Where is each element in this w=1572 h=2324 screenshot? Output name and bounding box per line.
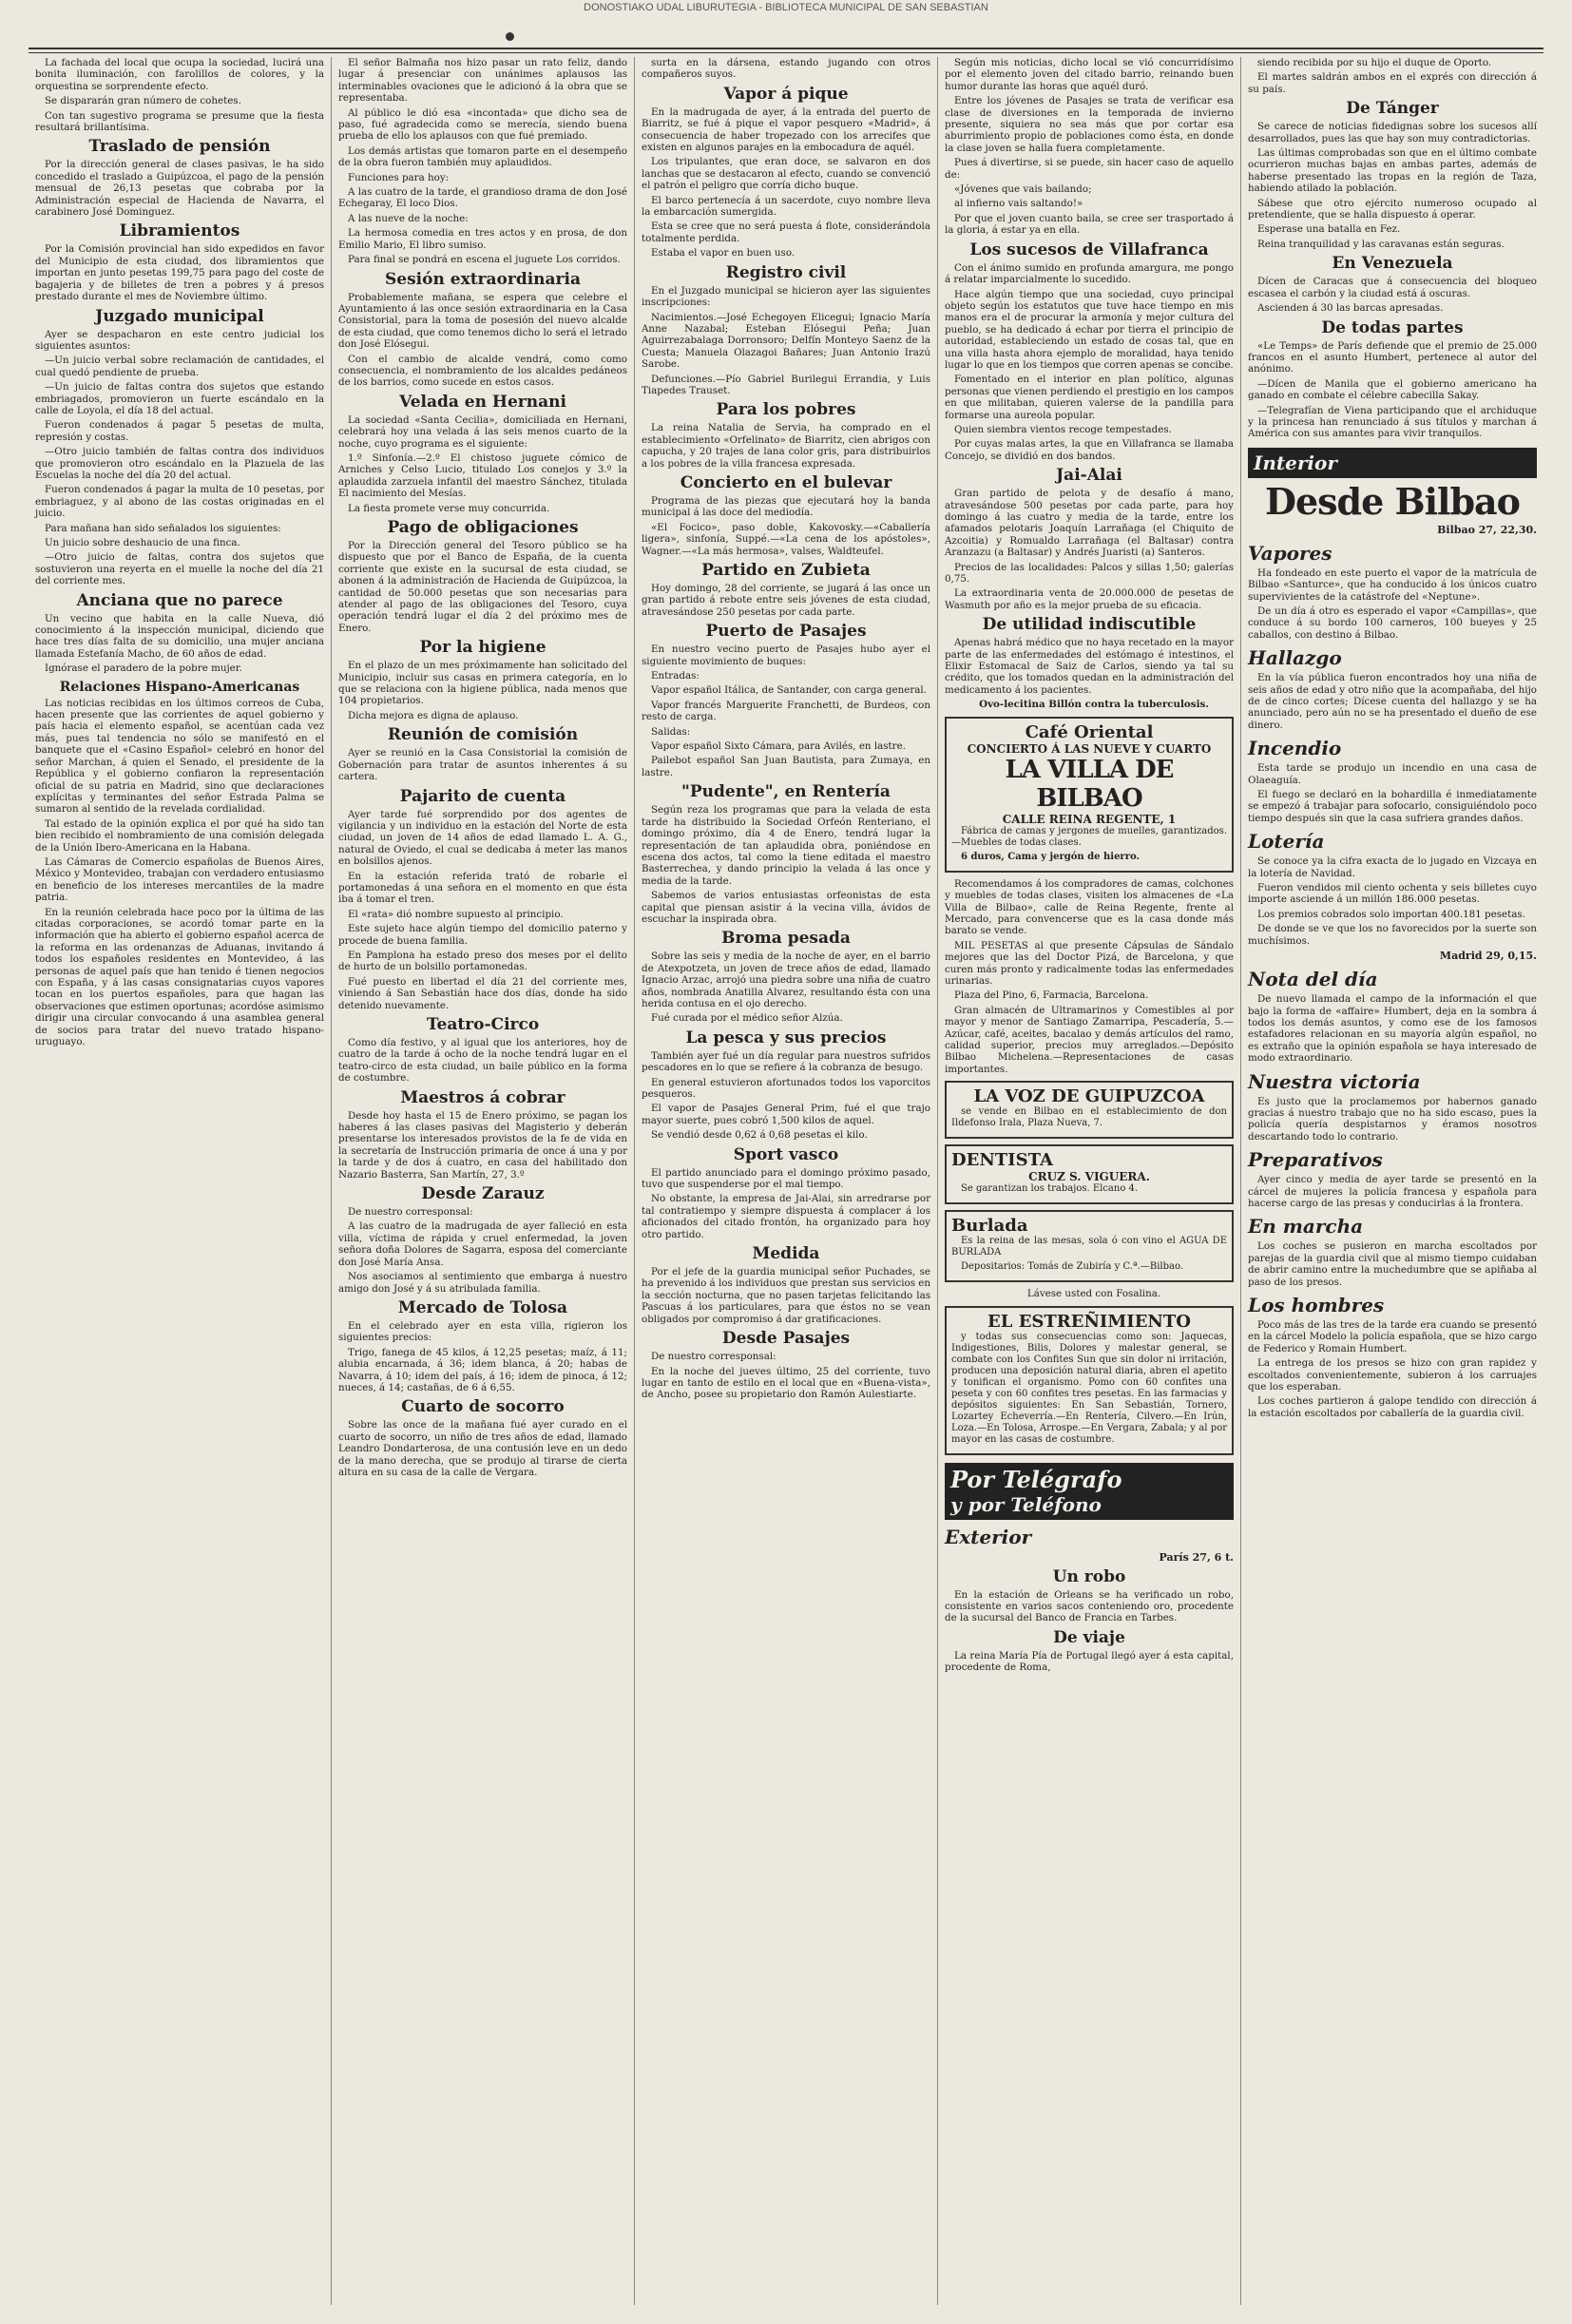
column-4: [938, 57, 1241, 2305]
telegraph-band-line2: y por Teléfono: [950, 1492, 1102, 1516]
paragraph: 1.º Sinfonía.—2.º El chistoso juguete cómico de Arniches y Celso Lucio, titulado Los conejos y 3.º la aplaudida zarzuela infantil del maestro Sánchez, titulada El nacimiento del Mesías.: [338, 451, 627, 500]
heading-traslado: Traslado de pensión: [88, 137, 271, 157]
paragraph: Vapor español Sixto Cámara, para Avilés, en lastre.: [651, 740, 906, 753]
desde-bilbao-title: Desde Bilbao: [1264, 479, 1521, 523]
heading-jai-alai: Jai-Alai: [1056, 466, 1122, 486]
ad-burlada-text: Es la reina de las mesas, sola ó con vino el AGUA DE BURLADA: [951, 1236, 1227, 1258]
paragraph: La entrega de los presos se hizo con gran rapidez y escoltados convenientemente, subieron á los carruajes que los esperaban.: [1248, 1357, 1537, 1393]
paragraph: Por el jefe de la guardia municipal señor Puchades, se ha prevenido á los individuos que prestan sus servicios en la sección nocturna, que no pasen tarjetas felicitando las Pascuas á los particulares, para que éstos no se vean obligados por compromiso á dar gratificaciones.: [642, 1266, 930, 1325]
article-traslado: [35, 159, 324, 218]
ad-estrenimiento: [945, 1306, 1234, 1455]
paragraph: La reina Natalia de Servia, ha comprado en el establecimiento «Orfelinato» de Biarritz, cien abrigos con capucha, y 20 trajes de lana color gris, para distribuirlos a los pobres de la villa francesa expresada.: [642, 422, 930, 470]
heading-vapores: Vapores: [1248, 541, 1332, 565]
paragraph: Es justo que la proclamemos por habernos ganado gracias á nuestro trabajo que no ha sido escaso, pues la policía quería despistarnos y éramos nosotros descartando todo lo contrario.: [1248, 1095, 1537, 1143]
paragraph: Un vecino que habita en la calle Nueva, dió conocimiento á la inspección municipal, diciendo que hace tres días falta de su domicilio, una mujer anciana llamada Estefanía Macho, de 60 años de edad.: [35, 612, 324, 660]
heading-sesion: Sesión extraordinaria: [385, 269, 581, 289]
article-todas-partes: [1248, 340, 1537, 440]
heading-hombres: Los hombres: [1248, 1294, 1385, 1316]
paragraph: Gran almacén de Ultramarinos y Comestibles al por mayor y menor de Santiago Zamarripa, Pescadería, 5.—Azúcar, café, aceites, bacalao y demás artículos del ramo, calidad superior, precios muy arreglados.—Depósito Bilbao Michelena.—Representaciones de casas importantes.: [945, 1004, 1234, 1075]
heading-velada: Velada en Hernani: [399, 392, 566, 412]
ad-dentista-name: CRUZ S. VIGUERA.: [1028, 1170, 1150, 1184]
column-2: [332, 57, 635, 2305]
telegraph-band-line1: Por Telégrafo: [950, 1465, 1122, 1493]
paragraph: Se conoce ya la cifra exacta de lo jugado en Vizcaya en la lotería de Navidad.: [1248, 855, 1537, 879]
paragraph: Fueron condenados á pagar la multa de 10 pesetas, por embriaguez, y al abono de las costas originadas en el juicio.: [35, 484, 324, 520]
paragraph: En la vía pública fueron encontrados hoy una niña de seis años de edad y otro niño que la acompañaba, del hijo de de cinco cortes; Dícese cuenta del hallazgo y se ha anunciado, pero aún no se ha presentado el dueño de ese dinero.: [1248, 672, 1537, 731]
paragraph: Gran partido de pelota y de desafío á mano, atravesándose 500 pesetas por cada parte, para hoy domingo á las cuatro y media de la tarde, entre los afamados pelotaris Joaquín Larrañaga (el Chiquito de Azcoitia) y Romualdo Larrañaga (el Baltasar) contra Aranzazu (a Baltasar) y Andrés Juaristi (a) Santeros.: [945, 488, 1234, 559]
heading-sport: Sport vasco: [733, 1144, 839, 1164]
article-en-marcha: [1248, 1240, 1537, 1288]
heading-pesca: La pesca y sus precios: [685, 1028, 887, 1047]
paragraph: Por la dirección general de clases pasivas, le ha sido concedido el traslado a Guipúzcoa, el pago de la pensión mensual de 26,13 pesetas que cobraba por la Administración especial de Hacienda de Navarra, el carabinero José Dominguez.: [35, 159, 324, 219]
heading-relaciones: Relaciones Hispano-Americanas: [59, 679, 300, 695]
paragraph: El vapor de Pasajes General Prim, fué el que trajo mayor suerte, pues cobró 1,500 kilos de aquel.: [642, 1103, 930, 1126]
paragraph: —Dícen de Manila que el gobierno americano ha ganado en combate el célebre cabecilla Sakay.: [1248, 377, 1537, 402]
ad-dentista-text: Se garantizan los trabajos. Elcano 4.: [961, 1183, 1139, 1195]
paragraph: De nuestro corresponsal:: [348, 1206, 473, 1219]
col3-intro: [642, 57, 930, 81]
ad-estrenimiento-title: EL ESTREÑIMIENTO: [987, 1311, 1191, 1332]
paragraph: Con el ánimo sumido en profunda amargura, me pongo á relatar imparcialmente lo sucedido.: [945, 261, 1234, 286]
paragraph: Como día festivo, y al igual que los anteriores, hoy de cuatro de la tarde á ocho de la noche tendrá lugar en el teatro-circo de esta ciudad, un baile público en la forma de costumbre.: [338, 1037, 627, 1085]
paragraph: Ayer se reunió en la Casa Consistorial la comisión de Gobernación para tratar de asuntos inherentes á su cartera.: [338, 747, 627, 783]
paragraph: Al público le dió esa «incontada» que dicho sea de paso, fué agradecida como se merecía, siendo buena prueba de ello los aplausos con que fué premiado.: [338, 106, 627, 143]
paragraph: La fachada del local que ocupa la sociedad, lucirá una bonita iluminación, con farolillos de colores, y la orquestina se sorprendente efecto.: [35, 57, 324, 92]
heading-todas-partes: De todas partes: [1321, 317, 1464, 337]
heading-tolosa: Mercado de Tolosa: [397, 1297, 568, 1317]
paragraph: Sobre las once de la mañana fué ayer curado en el cuarto de socorro, un niño de tres años de edad, llamado Leandro Dondarterosa, de una contusión leve en un dedo de la mano derecha, que se produjo al tirarse de cierta altura en su casa de la calle de Vergara.: [338, 1419, 627, 1478]
paragraph: De donde se ve que los no favorecidos por la suerte son muchísimos.: [1248, 923, 1537, 947]
heading-exterior: Exterior: [945, 1525, 1032, 1548]
col2-intro: [338, 57, 627, 266]
header-rule: [29, 48, 1543, 53]
heading-concierto: Concierto en el bulevar: [680, 472, 892, 492]
article-teatro-circo: [338, 1037, 627, 1085]
article-registro: [642, 285, 930, 397]
paragraph: Fueron condenados á pagar 5 pesetas de multa, represión y costas.: [35, 419, 324, 443]
interior-band-title: Interior: [1254, 451, 1337, 474]
article-hombres: [1248, 1319, 1537, 1419]
paragraph: De nuevo llamada el campo de la información el que bajo la forma de «affaire» Humbert, deja en la sombra á todos los demás asuntos, y como ese de los famosos estafadores relacionan en su mayoría algún español, no es extraño que la opinión española se haya interesado de modo extraordinario.: [1248, 993, 1537, 1065]
paragraph: En el Juzgado municipal se hicieron ayer las siguientes inscripciones:: [642, 284, 930, 309]
paragraph: Este sujeto hace algún tiempo del domicilio paterno y procede de buena familia.: [338, 923, 627, 947]
paragraph: La fiesta promete verse muy concurrida.: [348, 502, 550, 514]
ad-burlada-depot: Depositarios: Tomás de Zubiría y C.ª.—Bilbao.: [961, 1261, 1183, 1273]
heading-pasajes: Puerto de Pasajes: [705, 622, 867, 642]
paragraph: Ayer tarde fué sorprendido por dos agentes de vigilancia y un individuo en la estación del Norte de esta ciudad, un joven de 14 años de edad llamado L. A. G., natural de Oviedo, el cual se dedicaba á meter las manos en bolsillos ajenos.: [338, 808, 627, 868]
paragraph: Para final se pondrá en escena el juguete Los corridos.: [348, 254, 621, 266]
paragraph: Tal estado de la opinión explica el por qué ha sido tan bien recibido el nombramiento de una comisión delegada de la Unión Ibero-Americana en la Habana.: [35, 817, 324, 854]
article-anciana: [35, 613, 324, 675]
paragraph: Sobre las seis y media de la noche de ayer, en el barrio de Atexpotzeta, un joven de trece años de edad, llamado Ignacio Arzac, arrojó una piedra sobre una niña de cuatro años, nombrada Anatilla Alvarez, resultando ésta con una herida contusa en el ojo derecho.: [642, 951, 930, 1009]
paragraph: Las Cámaras de Comercio españolas de Buenos Aires, México y Montevideo, trabajan con verdadero entusiasmo en beneficio de los intereses mercantiles de la madre patria.: [35, 855, 324, 904]
paragraph: Pailebot español San Juan Bautista, para Zumaya, en lastre.: [642, 755, 930, 778]
column-5: [1241, 57, 1543, 2305]
madrid-dateline: Madrid 29, 0,15.: [1439, 950, 1537, 963]
article-sesion: [338, 292, 627, 389]
paragraph: Hace algún tiempo que una sociedad, cuyo principal objeto según los estatutos que tuve hace tiempo en mis manos era el de procurar la armonía y mejor cultura del pueblo, se ha dedicado á echar por tierra el principio de autoridad, estableciendo un estado de cosas tal, que en una villa hasta ahora ejemplo de moralidad, haya tenido lugar lo que en los tiempos que corren apenas se concibe.: [945, 288, 1234, 371]
archive-header: DONOSTIAKO UDAL LIBURUTEGIA - BIBLIOTECA MUNICIPAL DE SAN SEBASTIAN: [584, 2, 988, 13]
paragraph: Las noticias recibidas en los últimos correos de Cuba, hacen presente que las corrientes de aquel gobierno y país hacia el elemento español, se acentúan cada vez más, pues tal tendencia no sólo se manifestó en el banquete que el «Casino Español» celebró en honor del señor Marchan, á quien el Senado, el presidente de la República y el gobierno confiaron la representación oficial de su patria en Madrid, sino que declaraciones explícitas y terminantes del señor Estrada Palma se sumaron al sentido de la revelada cordialidad.: [35, 697, 324, 816]
article-utilidad: [945, 637, 1234, 696]
heading-pajarito: Pajarito de cuenta: [399, 786, 566, 806]
paragraph: Los coches se pusieron en marcha escoltados por parejas de la guardia civil que al mismo tiempo cuidaban de abrir camino entre la muchedumbre que se apiñaba al paso de los presos.: [1248, 1240, 1537, 1288]
heading-higiene: Por la higiene: [419, 638, 546, 658]
paragraph: Según mis noticias, dicho local se vió concurridísimo por el elemento joven del citado barrio, reinando buen humor durante las horas que aquél duró.: [945, 57, 1234, 92]
paragraph: Dicha mejora es digna de aplauso.: [348, 709, 519, 721]
article-nota-dia: [1248, 993, 1537, 1064]
heading-tanger: De Tánger: [1346, 99, 1439, 119]
article-tolosa: [338, 1320, 627, 1393]
article-vapores: [1248, 567, 1537, 641]
heading-reunion: Reunión de comisión: [387, 725, 579, 745]
paragraph: Los demás artistas que tomaron parte en el desempeño de la obra fueron también muy aplaudidos.: [338, 144, 627, 169]
article-maestros: [338, 1110, 627, 1181]
heading-desde-pasajes: Desde Pasajes: [721, 1329, 851, 1349]
paragraph: Ascienden á 30 las barcas apresadas.: [1257, 302, 1444, 315]
paragraph: Nacimientos.—José Echegoyen Elicegui; Ignacio María Anne Nazabal; Esteban Elósegui Peña; Juan Aguirrezabalaga Dorronsoro; Delfín Monteyo Saenz de la Cuesta; Manuela Olazagoi Bañares; Juan Antonio Irazú Sarobe.: [642, 311, 930, 371]
paragraph: En Pamplona ha estado preso dos meses por el delito de hurto de un bolsillo portamonedas.: [338, 949, 627, 973]
heading-loteria: Lotería: [1248, 830, 1325, 854]
paragraph: Poco más de las tres de la tarde era cuando se presentó en la cárcel Modelo la policía española, que se hizo cargo de Federico y Romain Humbert.: [1248, 1319, 1537, 1354]
paragraph: Nos asociamos al sentimiento que embarga á nuestro amigo don José y á su atribulada familia.: [338, 1271, 627, 1295]
paragraph: A las cuatro de la tarde, el grandioso drama de don José Echegaray, El loco Dios.: [338, 186, 627, 210]
heading-preparativos: Preparativos: [1248, 1148, 1383, 1172]
paragraph: Ignórase el paradero de la pobre mujer.: [45, 663, 242, 675]
article-zubieta: [642, 583, 930, 618]
paragraph: Con el cambio de alcalde vendrá, como como consecuencia, el nombramiento de los alcaldes pedáneos de los barrios, como sucede en estos casos.: [338, 353, 627, 389]
paragraph: —Telegrafían de Viena participando que el archiduque y la princesa han renunciado á sus títulos y marchan á América con sus amantes para vivir tranquilos.: [1248, 404, 1537, 440]
col4-intro: [945, 57, 1234, 237]
article-juzgado: [35, 329, 324, 587]
paragraph: Funciones para hoy:: [348, 171, 450, 183]
heading-medida: Medida: [752, 1244, 820, 1264]
heading-victoria: Nuestra victoria: [1248, 1069, 1421, 1093]
article-viaje: [945, 1650, 1234, 1674]
article-loteria: [1248, 855, 1537, 947]
heading-robo: Un robo: [1052, 1566, 1126, 1586]
paragraph: Fué curada por el médico señor Alzúa.: [651, 1012, 843, 1025]
paragraph: Se vendió desde 0,62 á 0,68 pesetas el kilo.: [651, 1129, 868, 1142]
paragraph: Con tan sugestivo programa se presume que la fiesta resultará brillantísima.: [35, 109, 324, 134]
paragraph: El barco pertenecía á un sacerdote, cuyo nombre lleva la embarcación sumergida.: [642, 194, 930, 219]
article-pago: [338, 540, 627, 634]
paragraph: Esperase una batalla en Fez.: [1257, 223, 1401, 236]
heading-vapor: Vapor á pique: [723, 84, 849, 104]
paragraph: Precios de las localidades: Palcos y sillas 1,50; galerías 0,75.: [945, 561, 1234, 586]
paragraph: Pues á divertirse, si se puede, sin hacer caso de aquello de:: [945, 157, 1234, 181]
ad-estrenimiento-text: y todas sus consecuencias como son: Jaquecas, Indigestiones, Bilis, Dolores y malestar general, se combate con los Confites Sun que sin dolor ni irritación, producen una deposición natural diaria, abren el apetito y tonifican el organismo. Pomo con 60 confites una peseta y con 60 confites tres pesetas. En las farmacias y depósitos siguientes: En San Sebastián, Tornero, Lozartey Echeverría.—En Rentería, Cilvero.—En Irún, Loza.—En Tolosa, Arrospe.—En Vergara, Zabala; y al por mayor en las casas de costumbre.: [951, 1331, 1227, 1445]
heading-registro: Registro civil: [725, 262, 847, 282]
article-reunion: [338, 747, 627, 782]
paragraph: Fomentado en el interior en plan político, algunas personas que vienen perdiendo el prestigio en los campos en que militaban, quieren valerse de la pandilla para formarse una aureola popular.: [945, 374, 1234, 421]
ad-dentista: [945, 1144, 1234, 1204]
paragraph: Los premios cobrados solo importan 400.181 pesetas.: [1257, 908, 1525, 920]
paragraph: Entradas:: [651, 670, 700, 682]
paragraph: En la estación de Orleans se ha verificado un robo, consistente en varios sacos conteniendo oro, procedente de la sucursal del Banco de Francia en Tarbes.: [945, 1588, 1234, 1624]
ad-duros: 6 duros, Cama y jergón de hierro.: [961, 851, 1140, 862]
paragraph: Desde hoy hasta el 15 de Enero próximo, se pagan los haberes á las clases pasivas del Magisterio y deberán presentarse los interesados provistos de la fe de vida en la secretaría de Instrucción primaria de once á una y por la tarde y de dos á cuatro, en casa del habilitado don Nazario Basterra, San Martín, 27, 3.º: [338, 1109, 627, 1181]
heading-incendio: Incendio: [1248, 737, 1342, 760]
article-incendio: [1248, 762, 1537, 824]
paragraph: Reina tranquilidad y las caravanas están seguras.: [1257, 238, 1505, 250]
article-pasajes: [642, 643, 930, 778]
paragraph: La sociedad «Santa Cecilia», domiciliada en Hernani, celebrará hoy una velada á las seis menos cuarto de la noche, cuyo programa es el siguiente:: [338, 413, 627, 450]
paragraph: Sábese que otro ejército numeroso ocupado al pretendiente, que se halla dispuesto á operar.: [1248, 197, 1537, 221]
heading-teatro-circo: Teatro-Circo: [426, 1015, 540, 1034]
paragraph: En general estuvieron afortunados todos los vaporcitos pesqueros.: [642, 1076, 930, 1100]
ad-voz-title: LA VOZ DE GUIPUZCOA: [973, 1086, 1205, 1107]
heading-juzgado: Juzgado municipal: [95, 306, 264, 326]
paragraph: El fuego se declaró en la bohardilla é inmediatamente se empezó á trabajar para sofocarlo, consiguiéndolo poco tiempo después sin que la casa sufriera grandes daños.: [1248, 789, 1537, 824]
paragraph: De un día á otro es esperado el vapor «Campillas», que conduce á su bordo 100 carneros, 100 bueyes y 25 caballos, con destino á Bilbao.: [1248, 605, 1537, 641]
article-pudente: [642, 804, 930, 925]
ads-text: [945, 878, 1234, 1076]
paragraph: En nuestro vecino puerto de Pasajes hubo ayer el siguiente movimiento de buques:: [642, 643, 930, 667]
paragraph: Por la Dirección general del Tesoro público se ha dispuesto que por el Banco de España, de la cuenta corriente que existe en la sucursal de esta ciudad, se abonen á la administración de Hacienda de Guipúzcoa, la cantidad de 50.000 pesetas que son necesarias para atender al pago de las obligaciones del Tesoro, cuya operación tendrá lugar el día 2 del próximo mes de Enero.: [338, 540, 627, 634]
paragraph: La reina María Pía de Portugal llegó ayer á esta capital, procedente de Roma,: [945, 1649, 1234, 1674]
ad-cafe-oriental: [945, 717, 1234, 873]
article-venezuela: [1248, 276, 1537, 314]
paragraph: En el plazo de un mes próximamente han solicitado del Municipio, incluir sus casas en primera categoría, en lo que se relaciona con la higiene pública, nada menos que 104 propietarios.: [338, 660, 627, 707]
ad-villa-address: CALLE REINA REGENTE, 1: [1002, 812, 1177, 826]
article-villafranca: [945, 262, 1234, 463]
heading-pago: Pago de obligaciones: [387, 518, 579, 537]
article-pobres: [642, 422, 930, 470]
paragraph: «El Focico», paso doble, Kakovosky.—«Caballería ligera», sinfonía, Suppé.—«La cena de los apóstoles», Wagner.—«La más hermosa», valses, Waldteufel.: [642, 521, 930, 557]
paragraph: «Jóvenes que vais bailando;: [954, 183, 1092, 196]
paragraph: Para mañana han sido señalados los siguientes:: [45, 522, 281, 534]
heading-nota-dia: Nota del día: [1248, 968, 1378, 991]
paragraph: Sabemos de varios entusiastas orfeonistas de esta capital que piensan asistir á la vecina villa, ávidos de escuchar la inspirada obra.: [642, 890, 930, 925]
columns: [29, 57, 1543, 2305]
ad-burlada: [945, 1210, 1234, 1282]
paragraph: Hoy domingo, 28 del corriente, se jugará á las once un gran partido á rebote entre seis jóvenes de esta ciudad, atravesándose 250 pesetas por cada parte.: [642, 583, 930, 618]
ad-voz-text: se vende en Bilbao en el establecimiento de don Ildefonso Irala, Plaza Nueva, 7.: [951, 1106, 1227, 1129]
paragraph: La hermosa comedia en tres actos y en prosa, de don Emilio Mario, El libro sumiso.: [338, 227, 627, 251]
paragraph: —Otro juicio también de faltas contra dos individuos que promovieron otro escándalo en la Plazuela de las Escuelas la noche del día 20 del actual.: [35, 446, 324, 481]
paragraph: —Un juicio verbal sobre reclamación de cantidades, el cual quedó pendiente de prueba.: [35, 355, 324, 378]
ad-voz: [945, 1081, 1234, 1139]
paragraph: Ayer se despacharon en este centro judicial los siguientes asuntos:: [35, 328, 324, 352]
article-relaciones: [35, 698, 324, 1048]
heading-venezuela: En Venezuela: [1332, 254, 1453, 274]
paragraph: —Un juicio de faltas contra dos sujetos que estando embriagados, promovieron un fuerte escándalo en la calle de Loyola, el día 18 del actual.: [35, 381, 324, 416]
paragraph: siendo recibida por su hijo el duque de Oporto.: [1257, 57, 1492, 68]
article-hallazgo: [1248, 672, 1537, 731]
col5-intro: [1248, 57, 1537, 95]
article-jai-alai: [945, 488, 1234, 585]
article-broma: [642, 951, 930, 1024]
heading-zarauz: Desde Zarauz: [421, 1184, 545, 1204]
paragraph: No obstante, la empresa de Jai-Alai, sin arredrarse por tal contratiempo y siempre dispuesta á complacer á los aficionados del citado frontón, ha organizado para hoy otro partido.: [642, 1193, 930, 1240]
article-sport: [642, 1167, 930, 1240]
paragraph: El partido anunciado para el domingo próximo pasado, tuvo que suspenderse por el mal tiempo.: [642, 1166, 930, 1191]
heading-viaje: De viaje: [1053, 1627, 1125, 1647]
col1-intro: [35, 57, 324, 133]
article-desde-pasajes: [642, 1351, 930, 1401]
article-velada: [338, 414, 627, 514]
paragraph: El señor Balmaña nos hizo pasar un rato feliz, dando lugar á presenciar con unánimes aplausos las interminables ovaciones que le adicionó á la obra que se representaba.: [338, 57, 627, 105]
paragraph: A las nueve de la noche:: [348, 212, 469, 224]
paragraph: Trigo, fanega de 45 kilos, á 12,25 pesetas; maíz, á 11; alubia encarnada, á 36; idem blanca, á 20; habas de Navarra, á 10; idem del país, á 16; idem de pinoca, á 12; nueces, á 14; castañas, de 6 á 6,55.: [338, 1346, 627, 1393]
paragraph: Ha fondeado en este puerto el vapor de la matrícula de Bilbao «Santurce», que ha conducido á los únicos cuatro supervivientes de la catástrofe del «Neptune».: [1248, 567, 1537, 603]
heading-pobres: Para los pobres: [716, 400, 856, 420]
paragraph: Probablemente mañana, se espera que celebre el Ayuntamiento á las once sesión extraordinaria en la Casa Consistorial, para la toma de posesión del nuevo alcalde de esta ciudad, que como tenemos dicho lo será el letrado don José Elósegui.: [338, 291, 627, 351]
paragraph: MIL PESETAS al que presente Cápsulas de Sándalo mejores que las del Doctor Pizá, de Barcelona, y que curen más pronto y radicalmente todas las enfermedades urinarias.: [945, 939, 1234, 987]
paragraph: Esta se cree que no será puesta á flote, considerándola totalmente perdida.: [642, 221, 930, 244]
heading-utilidad: De utilidad indiscutible: [982, 615, 1197, 635]
article-higiene: [338, 660, 627, 721]
article-vapor: [642, 106, 930, 259]
paragraph: En la madrugada de ayer, á la entrada del puerto de Biarritz, se fué á pique el vapor pesquero «Madrid», á consecuencia de haber tropezado con los arrecifes que existen en algunos parajes en la embocadura de aquél.: [642, 106, 930, 154]
paragraph: Los tripulantes, que eran doce, se salvaron en dos lanchas que se destacaron al efecto, cuando se convenció el patrón el peligro que corría dicho buque.: [642, 156, 930, 192]
paragraph: Por cuyas malas artes, la que en Villafranca se llamaba Concejo, se dividió en dos bandos.: [945, 438, 1234, 462]
paragraph: Los coches partieron á galope tendido con dirección á la estación escoltados por caballería de la guardia civil.: [1248, 1395, 1537, 1419]
paragraph: El «rata» dió nombre supuesto al principio.: [348, 908, 564, 920]
paragraph: El martes saldrán ambos en el exprés con dirección á su país.: [1248, 71, 1537, 95]
paragraph: Salidas:: [651, 725, 691, 738]
article-libramientos: [35, 243, 324, 302]
paragraph: Plaza del Pino, 6, Farmacia, Barcelona.: [954, 989, 1149, 1002]
paragraph: En la estación referida trató de robarle el portamonedas á una señora en el momento en que ésta iba á tomar el tren.: [338, 870, 627, 906]
lottery-note: La extraordinaria venta de 20.000.000 de pesetas de Wasmuth por año es la mejor prueba de su eficacia.: [945, 587, 1234, 611]
article-pesca: [642, 1050, 930, 1142]
heading-broma: Broma pesada: [721, 929, 851, 949]
paragraph: Por que el joven cuanto baila, se cree ser trasportado á la gloria, á estar ya en ella.: [945, 212, 1234, 237]
ad-cafe-sub: CONCIERTO Á LAS NUEVE Y CUARTO: [967, 741, 1212, 756]
paragraph: al infierno vais saltando!»: [954, 198, 1083, 210]
ad-cafe-title: Café Oriental: [1025, 721, 1154, 742]
article-concierto: [642, 495, 930, 557]
article-preparativos: [1248, 1174, 1537, 1209]
paragraph: Según reza los programas que para la velada de esta tarde ha distribuido la Sociedad Orfeón Renteriano, el domingo próximo, día 4 de Enero, tendrá lugar la representación de tan aplaudida obra, poniéndose en escena dos actos, tal como la tiene editada el maestro Basterrechea, y dando principio la velada á las once y media de la tarde.: [642, 804, 930, 887]
heading-libramientos: Libramientos: [119, 221, 240, 241]
ad-burlada-title: Burlada: [951, 1216, 1028, 1237]
paragraph: Dícen de Caracas que á consecuencia del bloqueo escasea el carbón y la ciudad está á oscuras.: [1248, 276, 1537, 299]
paragraph: Quien siembra vientos recoge tempestades.: [954, 423, 1172, 435]
paragraph: Apenas habrá médico que no haya recetado en la mayor parte de las enfermedades del estómago é intestinos, el Elixir Estomacal de Saiz de Carlos, siendo ya tal su crédito, que los tomados quedan en la administración del medicamento á los pacientes.: [945, 637, 1234, 696]
article-tanger: [1248, 121, 1537, 250]
heading-anciana: Anciana que no parece: [76, 590, 283, 610]
paragraph: Fueron vendidos mil ciento ochenta y seis billetes cuyo importe asciende á un millón 186.000 pesetas.: [1248, 882, 1537, 906]
heading-maestros: Maestros á cobrar: [400, 1087, 566, 1107]
paragraph: Vapor francés Marguerite Franchetti, de Burdeos, con resto de carga.: [642, 699, 930, 723]
paragraph: Se dispararán gran número de cohetes.: [45, 95, 241, 107]
paragraph: Las últimas comprobadas son que en el último combate ocurrieron muchas bajas en ambas partes, además de haberse presentado las tropas en la región de Taza, habiendo atilado la población.: [1248, 147, 1537, 195]
paragraph: surta en la dársena, estando jugando con otros compañeros suyos.: [642, 57, 930, 81]
paragraph: Fué puesto en libertad el día 21 del corriente mes, viniendo á San Sebastián hace dos días, donde ha sido detenido nuevamente.: [338, 975, 627, 1011]
paragraph: En el celebrado ayer en esta villa, rigieron los siguientes precios:: [338, 1319, 627, 1344]
article-robo: [945, 1589, 1234, 1624]
article-socorro: [338, 1419, 627, 1478]
article-medida: [642, 1266, 930, 1325]
heading-zubieta: Partido en Zubieta: [701, 561, 871, 580]
paragraph: —Otro juicio de faltas, contra dos sujetos que sostuvieron una reyerta en el muelle la noche del día 21 del corriente mes.: [35, 551, 324, 587]
bilbao-dateline: Bilbao 27, 22,30.: [1437, 523, 1537, 536]
paragraph: Vapor español Itálica, de Santander, con carga general.: [651, 684, 927, 697]
ad-dentista-title: DENTISTA: [951, 1150, 1053, 1171]
column-1: [29, 57, 332, 2305]
ad-villa-text: Fábrica de camas y jergones de muelles, garantizados.—Muebles de todas clases.: [951, 825, 1227, 848]
paragraph: Se carece de noticias fidedignas sobre los sucesos allí desarrollados, pues las que hay son muy contradictorias.: [1248, 121, 1537, 144]
article-pajarito: [338, 809, 627, 1012]
heading-pudente: "Pudente", en Rentería: [681, 782, 891, 802]
heading-hallazgo: Hallazgo: [1248, 646, 1342, 670]
paragraph: Recomendamos á los compradores de camas, colchones y muebles de todas clases, visiten los almacenes de «La Villa de Bilbao», calle de Reina Regente, frente al Mercado, para convencerse que es la casa donde más barato se vende.: [945, 877, 1234, 937]
binding-hole-icon: [506, 32, 514, 41]
telegraph-band: [945, 1463, 1234, 1520]
paragraph: Ayer cinco y media de ayer tarde se presentó en la cárcel de mujeres la policía francesa y española para hacerse cargo de las presas y conducirlas á la frontera.: [1248, 1174, 1537, 1209]
heading-socorro: Cuarto de socorro: [401, 1397, 565, 1417]
heading-en-marcha: En marcha: [1248, 1215, 1364, 1239]
ad-villa-title: LA VILLA DE BILBAO: [1005, 755, 1174, 813]
paragraph: Programa de las piezas que ejecutará hoy la banda municipal á las doce del mediodía.: [642, 494, 930, 519]
interior-band: [1248, 448, 1537, 478]
paragraph: Defunciones.—Pío Gabriel Burilegui Errandia, y Luis Tiapedes Trauset.: [642, 373, 930, 396]
article-victoria: [1248, 1096, 1537, 1143]
paris-dateline: París 27, 6 t.: [1159, 1550, 1234, 1564]
paragraph: Un juicio sobre deshaucio de una finca.: [45, 537, 240, 548]
ovo-lecitina-note: Ovo-lecitina Billón contra la tuberculosis.: [979, 699, 1209, 711]
paragraph: En la reunión celebrada hace poco por la última de las citadas corporaciones, se acordó tomar parte en la información que ha abierto el gobierno español acerca de la reforma en las ordenanzas de Aduanas, invitando á todos los españoles residentes en Montevideo, á las personas de aquel país que han tenido é tienen negocios con España, y á las casas consignatarias cuyos vapores tocan en los puertos españoles, para que hagan las observaciones que estimen oportunas; acordóse asimismo dirigir una circular convocando á una asamblea general de socios para tratar del nuevo tratado hispano-uruguayo.: [35, 906, 324, 1048]
paragraph: Entre los jóvenes de Pasajes se trata de verificar esa clase de diversiones en la temporada de invierno presente, siquiera no sea más que por cortar esa aburrimiento propio de poblaciones como ésta, en donde la clase joven se halla fuera completamente.: [945, 95, 1234, 154]
paragraph: Por la Comisión provincial han sido expedidos en favor del Municipio de esta ciudad, dos libramientos que importan en junto pesetas 199,75 para pago del coste de bagajeria y de billetes de tren a pobres y á presos prestado durante el mes de Noviembre último.: [35, 243, 324, 303]
paragraph: «Le Temps» de París defiende que el premio de 25.000 francos en el asunto Humbert, pertenece al autor del anónimo.: [1248, 339, 1537, 375]
article-zarauz: [338, 1206, 627, 1295]
fosalina-note: Lávese usted con Fosalina.: [1026, 1288, 1161, 1300]
paragraph: También ayer fué un día regular para nuestros sufridos pescadores en lo que se refiere á la cobranza de besugo.: [642, 1049, 930, 1074]
column-3: [635, 57, 938, 2305]
paragraph: De nuestro corresponsal:: [651, 1351, 776, 1363]
heading-villafranca: Los sucesos de Villafranca: [969, 240, 1209, 259]
paragraph: En la noche del jueves último, 25 del corriente, tuvo lugar en tanto de estilo en el local que en «Buena-vista», de Ancho, posee su propietario don Ramón Aulestiarte.: [642, 1365, 930, 1401]
paragraph: Estaba el vapor en buen uso.: [651, 247, 796, 259]
paragraph: Esta tarde se produjo un incendio en una casa de Olaeaguía.: [1248, 762, 1537, 786]
paragraph: A las cuatro de la madrugada de ayer falleció en esta villa, víctima de rápida y cruel enfermedad, la joven señora doña Dolores de Sagarra, esposa del comerciante don José María Ansa.: [338, 1220, 627, 1268]
